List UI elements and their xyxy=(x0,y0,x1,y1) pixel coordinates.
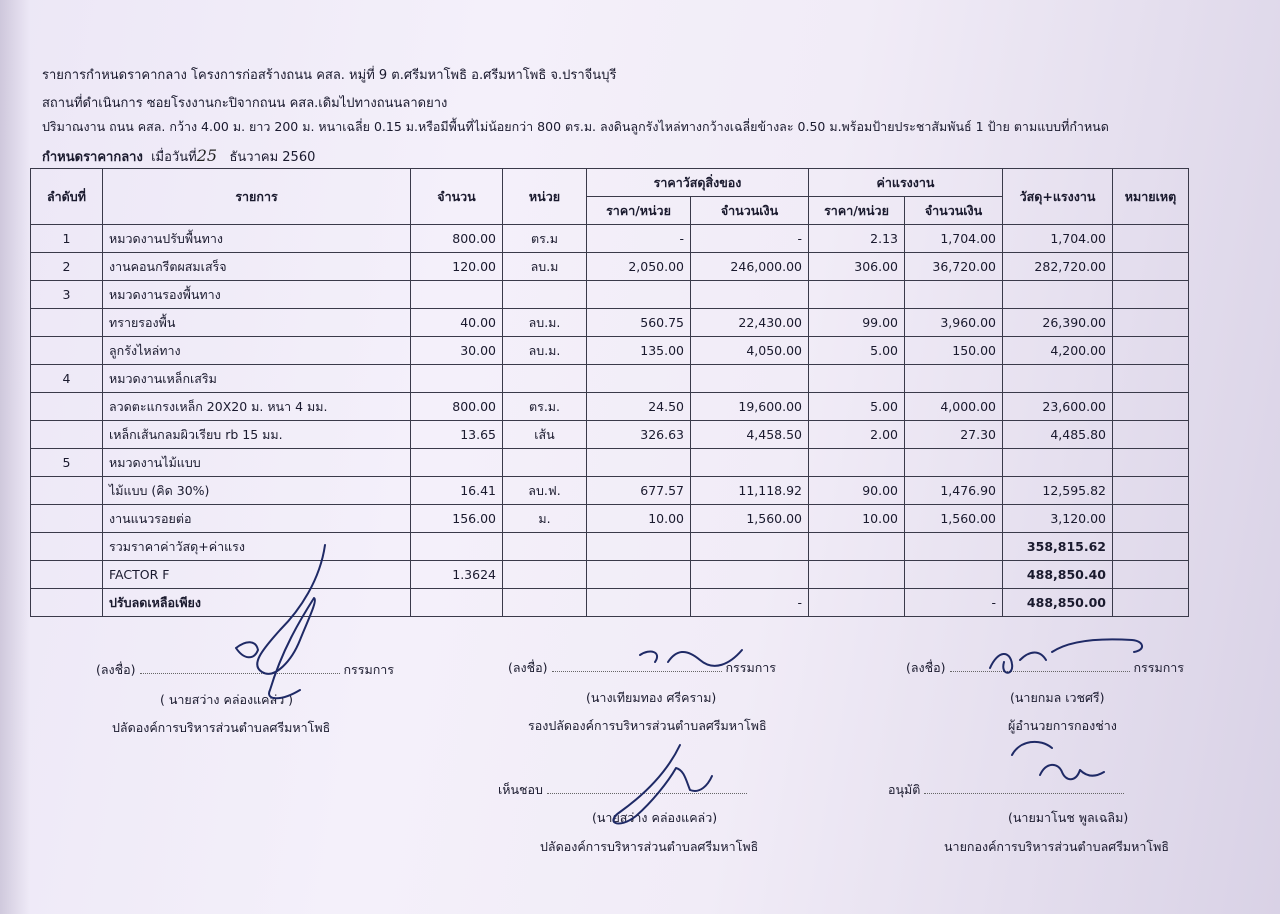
doc-location: สถานที่ดำเนินการ ซอยโรงงานกะปิจากถนน คสล.เดิมไปทางถนนลาดยาง xyxy=(42,96,448,111)
signer-2-role: กรรมการ xyxy=(725,660,777,675)
row-labor-amount: 36,720.00 xyxy=(905,253,1003,281)
signer-2-name: (นางเทียมทอง ศรีคราม) xyxy=(586,690,717,705)
header-material-price: ราคา/หน่วย xyxy=(587,197,691,225)
row-labor-amount: 1,704.00 xyxy=(905,225,1003,253)
approver-1-name: (นายสว่าง คล่องแคล่ว) xyxy=(592,810,718,825)
doc-title: รายการกำหนดราคากลาง โครงการก่อสร้างถนน คสล. หมู่ที่ 9 ต.ศรีมหาโพธิ อ.ศรีมหาโพธิ จ.ปราจีนบุรี xyxy=(42,68,617,83)
sum-total: 358,815.62 xyxy=(1003,533,1113,561)
row-unit: ม. xyxy=(503,505,587,533)
row-total: 23,600.00 xyxy=(1003,393,1113,421)
row-labor-price: 99.00 xyxy=(809,309,905,337)
row-item: งานแนวรอยต่อ xyxy=(103,505,411,533)
row-material-price: 326.63 xyxy=(587,421,691,449)
row-labor-price: 90.00 xyxy=(809,477,905,505)
row-qty: 40.00 xyxy=(411,309,503,337)
row-total: 12,595.82 xyxy=(1003,477,1113,505)
row-material-amount: 22,430.00 xyxy=(691,309,809,337)
row-item: ไม้แบบ (คิด 30%) xyxy=(103,477,411,505)
row-material-amount: - xyxy=(691,225,809,253)
row-item: หมวดงานรองพื้นทาง xyxy=(103,281,411,309)
header-material-amount: จำนวนเงิน xyxy=(691,197,809,225)
signer-1-role: กรรมการ xyxy=(343,662,395,677)
row-qty: 120.00 xyxy=(411,253,503,281)
approver-2-label: อนุมัติ xyxy=(888,782,921,797)
row-no: 2 xyxy=(31,253,103,281)
header-no: ลำดับที่ xyxy=(31,169,103,225)
row-labor-amount: 27.30 xyxy=(905,421,1003,449)
signature-3-stroke xyxy=(990,639,1142,672)
row-labor-price: 5.00 xyxy=(809,393,905,421)
row-labor-amount: 1,476.90 xyxy=(905,477,1003,505)
row-no: 1 xyxy=(31,225,103,253)
adjust-label: ปรับลดเหลือเพียง xyxy=(103,589,411,617)
row-qty: 30.00 xyxy=(411,337,503,365)
row-item: เหล็กเส้นกลมผิวเรียบ rb 15 มม. xyxy=(103,421,411,449)
row-labor-price: 2.00 xyxy=(809,421,905,449)
factor-label: FACTOR F xyxy=(103,561,411,589)
row-no: 5 xyxy=(31,449,103,477)
factor-total: 488,850.40 xyxy=(1003,561,1113,589)
signature-1-loop xyxy=(236,642,258,657)
row-material-amount: 11,118.92 xyxy=(691,477,809,505)
date-day-handwritten: 25 xyxy=(196,146,218,165)
row-labor-amount: 150.00 xyxy=(905,337,1003,365)
row-total: 1,704.00 xyxy=(1003,225,1113,253)
header-total: วัสดุ+แรงงาน xyxy=(1003,169,1113,225)
row-unit: ลบ.ฟ. xyxy=(503,477,587,505)
header-labor: ค่าแรงงาน xyxy=(809,169,1003,197)
row-total: 4,485.80 xyxy=(1003,421,1113,449)
signer-1-sign-label: (ลงชื่อ) xyxy=(96,662,136,677)
row-qty: 800.00 xyxy=(411,393,503,421)
row-total: 26,390.00 xyxy=(1003,309,1113,337)
factor-value: 1.3624 xyxy=(411,561,503,589)
row-material-price: - xyxy=(587,225,691,253)
signer-2-sign-label: (ลงชื่อ) xyxy=(508,660,548,675)
row-material-amount: 246,000.00 xyxy=(691,253,809,281)
row-item: หมวดงานไม้แบบ xyxy=(103,449,411,477)
row-unit: ลบ.ม. xyxy=(503,337,587,365)
date-prefix: เมื่อวันที่ xyxy=(151,150,197,165)
approver-1-label: เห็นชอบ xyxy=(498,782,543,797)
header-item: รายการ xyxy=(103,169,411,225)
row-qty: 800.00 xyxy=(411,225,503,253)
adjust-material-amount: - xyxy=(691,589,809,617)
adjust-total: 488,850.00 xyxy=(1003,589,1113,617)
row-unit: ลบ.ม xyxy=(503,253,587,281)
row-unit: เส้น xyxy=(503,421,587,449)
signer-3-title: ผู้อำนวยการกองช่าง xyxy=(1008,718,1117,733)
signer-3-role: กรรมการ xyxy=(1133,660,1185,675)
adjust-labor-amount: - xyxy=(905,589,1003,617)
row-item: ทรายรองพื้น xyxy=(103,309,411,337)
row-total: 282,720.00 xyxy=(1003,253,1113,281)
row-unit: ตร.ม. xyxy=(503,393,587,421)
row-labor-price: 2.13 xyxy=(809,225,905,253)
doc-scope: ปริมาณงาน ถนน คสล. กว้าง 4.00 ม. ยาว 200 ม. หนาเฉลี่ย 0.15 ม.หรือมีพื้นที่ไม่น้อยกว่า 800 ตร.ม. ลงดินลูกรังไหล่ทางกว้างเฉลี่ยข้างละ 0.50 ม.พร้อมป้ายประชาสัมพันธ์ 1 ป้าย ตามแบบที่กำหนด xyxy=(42,119,1109,134)
row-unit: ตร.ม xyxy=(503,225,587,253)
row-item: ลวดตะแกรงเหล็ก 20X20 ม. หนา 4 มม. xyxy=(103,393,411,421)
row-material-price: 10.00 xyxy=(587,505,691,533)
signer-3-name: (นายกมล เวชศรี) xyxy=(1010,690,1105,705)
header-material: ราคาวัสดุสิ่งของ xyxy=(587,169,809,197)
row-material-price: 2,050.00 xyxy=(587,253,691,281)
row-material-amount: 4,050.00 xyxy=(691,337,809,365)
row-labor-amount: 1,560.00 xyxy=(905,505,1003,533)
row-material-price: 135.00 xyxy=(587,337,691,365)
approver-2-title: นายกองค์การบริหารส่วนตำบลศรีมหาโพธิ xyxy=(944,839,1170,854)
row-item: หมวดงานปรับพื้นทาง xyxy=(103,225,411,253)
signature-1-stroke xyxy=(257,545,325,698)
row-total: 3,120.00 xyxy=(1003,505,1113,533)
row-no: 4 xyxy=(31,365,103,393)
row-material-amount: 19,600.00 xyxy=(691,393,809,421)
approver-1-title: ปลัดองค์การบริหารส่วนตำบลศรีมหาโพธิ xyxy=(540,839,759,854)
row-item: หมวดงานเหล็กเสริม xyxy=(103,365,411,393)
row-item: งานคอนกรีตผสมเสร็จ xyxy=(103,253,411,281)
signer-3-sign-label: (ลงชื่อ) xyxy=(906,660,946,675)
row-labor-amount: 3,960.00 xyxy=(905,309,1003,337)
row-material-amount: 4,458.50 xyxy=(691,421,809,449)
row-qty: 156.00 xyxy=(411,505,503,533)
signature-5-stroke xyxy=(1012,742,1104,779)
row-qty: 13.65 xyxy=(411,421,503,449)
row-unit: ลบ.ม. xyxy=(503,309,587,337)
date-month-year: ธันวาคม 2560 xyxy=(229,150,316,165)
row-material-price: 24.50 xyxy=(587,393,691,421)
signer-2-title: รองปลัดองค์การบริหารส่วนตำบลศรีมหาโพธิ xyxy=(528,718,767,733)
signer-1-title: ปลัดองค์การบริหารส่วนตำบลศรีมหาโพธิ xyxy=(112,720,331,735)
row-labor-amount: 4,000.00 xyxy=(905,393,1003,421)
signature-4-stroke xyxy=(613,745,712,824)
row-labor-price: 10.00 xyxy=(809,505,905,533)
row-material-price: 677.57 xyxy=(587,477,691,505)
header-qty: จำนวน xyxy=(411,169,503,225)
header-remark: หมายเหตุ xyxy=(1113,169,1189,225)
row-material-amount: 1,560.00 xyxy=(691,505,809,533)
row-qty: 16.41 xyxy=(411,477,503,505)
row-no: 3 xyxy=(31,281,103,309)
sum-label: รวมราคาค่าวัสดุ+ค่าแรง xyxy=(103,533,411,561)
date-label: กำหนดราคากลาง xyxy=(42,150,143,165)
row-material-price: 560.75 xyxy=(587,309,691,337)
signer-1-name: ( นายสว่าง คล่องแคล่ว ) xyxy=(160,692,294,707)
row-total: 4,200.00 xyxy=(1003,337,1113,365)
row-item: ลูกรังไหล่ทาง xyxy=(103,337,411,365)
header-labor-price: ราคา/หน่วย xyxy=(809,197,905,225)
row-labor-price: 306.00 xyxy=(809,253,905,281)
header-labor-amount: จำนวนเงิน xyxy=(905,197,1003,225)
signature-2-stroke xyxy=(640,650,742,666)
approver-2-name: (นายมาโนช พูลเฉลิม) xyxy=(1008,810,1129,825)
header-unit: หน่วย xyxy=(503,169,587,225)
row-labor-price: 5.00 xyxy=(809,337,905,365)
